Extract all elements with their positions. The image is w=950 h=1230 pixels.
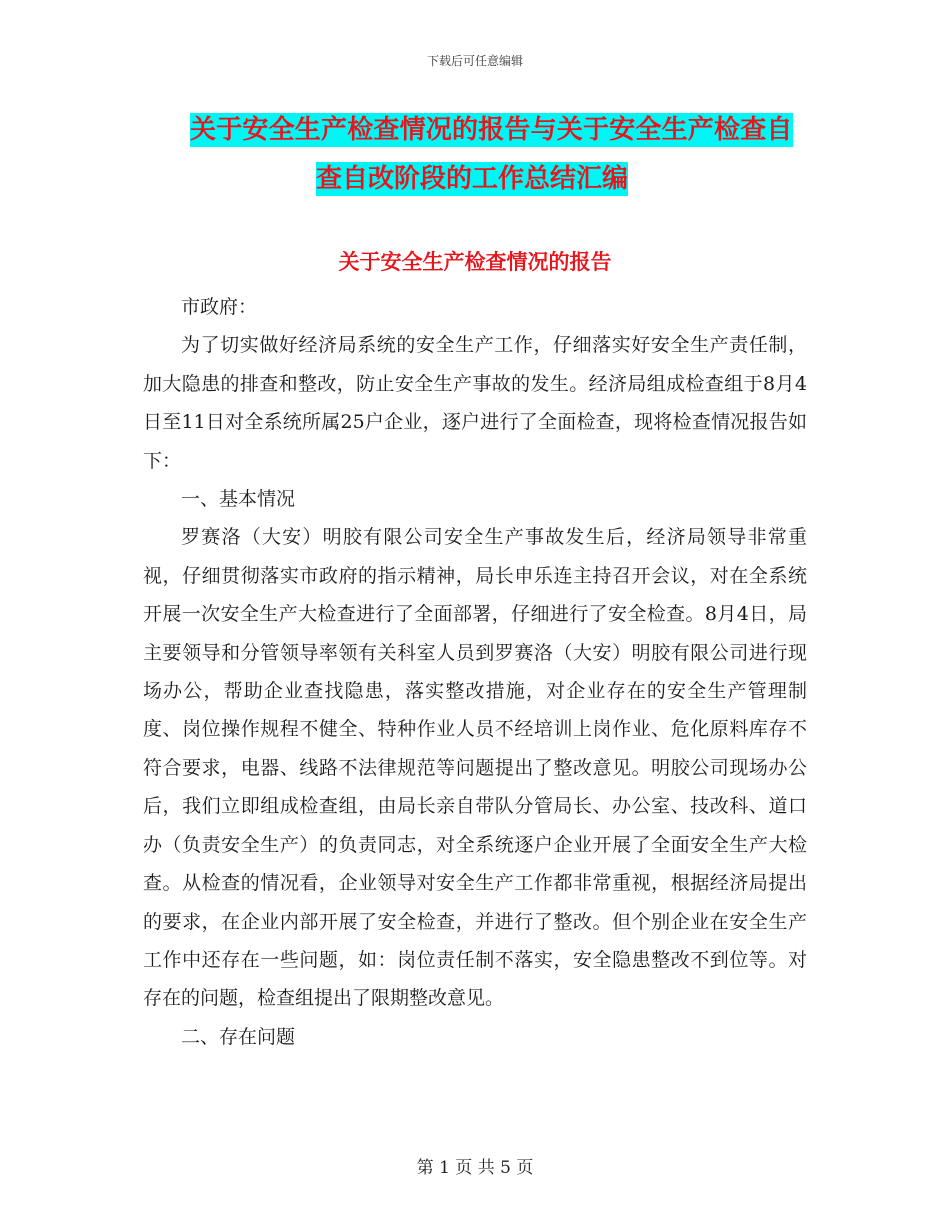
header-note: 下载后可任意编辑 [426, 54, 523, 68]
heading-basic-situation: 一、基本情况 [181, 488, 296, 511]
section-title: 关于安全生产检查情况的报告 [338, 250, 612, 274]
heading-problems: 二、存在问题 [181, 1025, 296, 1048]
salutation: 市政府： [181, 296, 258, 318]
page-footer: 第 1 页 共 5 页 [416, 1158, 534, 1178]
paragraph-intro: 为了切实做好经济局系统的安全生产工作，仔细落实好安全生产责任制，加大隐患的排查和整改，防止安全生产事故的发生。经济局组成检查组于8月4日至11日对全系统所属25户企业，逐户进行了全面检查，现将检查情况报告如下： [143, 334, 807, 472]
document-title [190, 106, 810, 204]
title-line-2: 查自改阶段的工作总结汇编 [316, 164, 629, 194]
title-line-1: 关于安全生产检查情况的报告与关于安全生产检查自 [190, 115, 793, 145]
paragraph-basic-situation: 罗赛洛（大安）明胶有限公司安全生产事故发生后，经济局领导非常重视，仔细贯彻落实市政府的指示精神，局长申乐连主持召开会议，对在全系统开展一次安全生产大检查进行了全面部署，仔细进行了安全检查。8月4日，局主要领导和分管领导率领有关科室人员到罗赛洛（大安）明胶有限公司进行现场办公，帮助企业查找隐患，落实整改措施，对企业存在的安全生产管理制度、岗位操作规程不健全、特种作业人员不经培训上岗作业、危化原料库存不符合要求，电器、线路不法律规范等问题提出了整改意见。明胶公司现场办公后，我们立即组成检查组，由局长亲自带队分管局长、办公室、技改科、道口办（负责安全生产）的负责同志，对全系统逐户企业开展了全面安全生产大检查。从检查的情况看，企业领导对安全生产工作都非常重视，根据经济局提出的要求，在企业内部开展了安全检查，并进行了整改。但个别企业在安全生产工作中还存在一些问题，如：岗位责任制不落实，安全隐患整改不到位等。对存在的问题，检查组提出了限期整改意见。 [143, 526, 807, 1010]
document-body [143, 288, 807, 1056]
